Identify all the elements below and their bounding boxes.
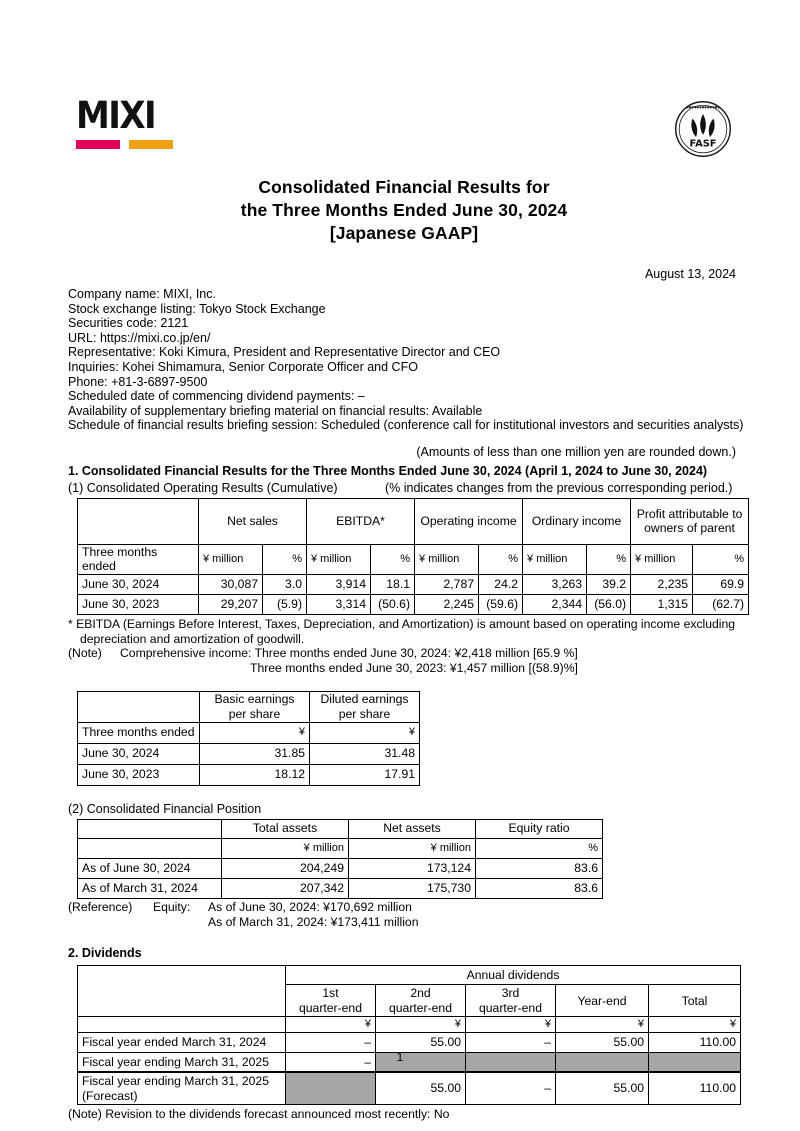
unit-net-sales-amount: ¥ million [199,544,263,574]
header-q1 [286,985,376,1017]
unit-profit-pct: % [693,544,749,574]
row-label [78,1072,286,1104]
unit-row [78,722,420,743]
header-operating-income: Operating income [415,498,523,544]
header-ordinary-income: Ordinary income [523,498,631,544]
title-line-1: Consolidated Financial Results for [258,177,550,197]
table-header-row-group [78,966,741,985]
header-basic-eps [200,691,310,722]
header-annual-dividends: Annual dividends [286,966,741,985]
representative: Representative: Koki Kimura, President and Representative Director and CEO [68,345,501,360]
cell-profit-pct: (62.7) [693,594,749,614]
publication-date: August 13, 2024 [644,267,736,281]
header-total-assets: Total assets [222,819,349,838]
unit-ordinary-pct: % [587,544,631,574]
cell-q2: 55.00 [376,1032,466,1052]
cell-ebitda: 3,314 [307,594,371,614]
row-label: As of June 30, 2024 [78,858,222,878]
note-label: (Note) [68,646,102,661]
cell-net-assets: 175,730 [349,878,476,898]
cell-total-assets: 204,249 [222,858,349,878]
row-label: June 30, 2023 [78,594,199,614]
rounding-note: (Amounts of less than one million yen are rounded down.) [416,444,736,459]
table-row [78,764,420,785]
cell-q1: – [286,1052,376,1072]
phone-number: Phone: +81-3-6897-9500 [68,374,208,389]
header-blank-cell [78,691,200,722]
reference-label: (Reference) [68,899,133,914]
subsection-1-1-line [68,481,740,496]
ebitda-footnote-line-1: * EBITDA (Earnings Before Interest, Taxes, Depreciation, and Amortization) is amount based on operating income excluding [68,616,736,631]
cell-q3: – [466,1032,556,1052]
cell-net-sales-pct: 3.0 [263,574,307,594]
row-label: June 30, 2024 [78,574,199,594]
cell-basic-eps: 31.85 [200,743,310,764]
cell-year-end: 55.00 [556,1072,649,1104]
unit-basic-yen: ¥ [200,722,310,743]
cell-ordinary-income: 3,263 [523,574,587,594]
header-q3-line-2: quarter-end [478,1000,542,1015]
unit-operating-pct: % [479,544,523,574]
header-diluted-eps-line-1: Diluted earnings [320,692,409,707]
mixi-wordmark: MIXI [76,94,156,137]
cell-q1: – [286,1032,376,1052]
cell-q1-shaded [286,1072,376,1104]
comprehensive-income-note-2 [68,661,740,676]
cell-operating-income: 2,245 [415,594,479,614]
cell-equity-ratio: 83.6 [476,878,603,898]
header-basic-eps-line-2: per share [228,706,281,721]
dividend-payment-date: Scheduled date of commencing dividend payments: – [68,389,365,404]
equity-label: Equity: [153,899,191,914]
unit-net-sales-pct: % [263,544,307,574]
company-url: URL: https://mixi.co.jp/en/ [68,330,211,345]
unit-row-blank [78,838,222,858]
cell-net-sales: 29,207 [199,594,263,614]
title-line-3: [Japanese GAAP] [329,223,479,243]
financial-position-table [77,819,603,899]
header-blank-cell [78,819,222,838]
equity-reference-line-2: As of March 31, 2024: ¥173,411 million [208,914,419,929]
table-row [78,594,749,614]
cell-total: 110.00 [649,1032,741,1052]
unit-profit-amount: ¥ million [631,544,693,574]
cell-ebitda-pct: 18.1 [371,574,415,594]
inquiries-contact: Inquiries: Kohei Shimamura, Senior Corporate Officer and CFO [68,359,418,374]
header-year-end: Year-end [556,985,649,1017]
cell-profit: 2,235 [631,574,693,594]
ebitda-footnote-line-2: depreciation and amortization of goodwill. [80,631,305,646]
cell-total-assets: 207,342 [222,878,349,898]
header-q3-line-1: 3rd [501,986,520,1001]
eps-table-wrap [77,691,740,786]
fasf-logo [674,100,732,158]
header-q2-line-1: 2nd [410,986,431,1001]
cell-ebitda: 3,914 [307,574,371,594]
cell-net-sales-pct: (5.9) [263,594,307,614]
header-q2-line-2: quarter-end [388,1000,452,1015]
table-header-row [78,498,749,544]
table-row [78,574,749,594]
unit-year-end-yen: ¥ [556,1017,649,1033]
header-logos [68,96,740,174]
row-label: As of March 31, 2024 [78,878,222,898]
header-net-assets: Net assets [349,819,476,838]
cell-total: 110.00 [649,1072,741,1104]
comprehensive-income-line-1: Comprehensive income: Three months ended June 30, 2024: ¥2,418 million [65.9 %] [120,646,578,661]
comprehensive-income-note [68,646,740,661]
equity-reference-line-1: As of June 30, 2024: ¥170,692 million [208,899,412,914]
header-q1-line-1: 1st [322,986,339,1001]
row-label-line-2: (Forecast) [82,1088,138,1103]
svg-text:●●●●●●●●●●●●●: ●●●●●●●●●●●●● [685,105,721,110]
unit-row [78,838,603,858]
cell-net-sales: 30,087 [199,574,263,594]
row-label: Fiscal year ending March 31, 2025 [78,1052,286,1072]
table-header-row [78,691,420,722]
header-blank-cell [78,498,199,544]
page-number: 1 [396,1050,404,1064]
briefing-session-schedule: Schedule of financial results briefing session: Scheduled (conference call for institutional investors and securities analysts) [68,418,744,433]
unit-net-assets: ¥ million [349,838,476,858]
operating-results-table [77,498,749,615]
svg-text:FASF: FASF [689,138,717,150]
table-row [78,1072,741,1104]
subsection-1-2-label: (2) Consolidated Financial Position [68,801,262,816]
eps-table [77,691,420,786]
row-label-line-1: Fiscal year ending March 31, 2025 [82,1074,269,1089]
cell-basic-eps: 18.12 [200,764,310,785]
unit-q1-yen: ¥ [286,1017,376,1033]
mixi-logo-bars [76,140,184,149]
header-blank-cell [78,966,286,1017]
fasf-seal-icon [674,100,732,158]
unit-ebitda-pct: % [371,544,415,574]
percent-change-note: (% indicates changes from the previous corresponding period.) [385,480,733,495]
header-diluted-eps [310,691,420,722]
mixi-bar-orange [129,140,173,149]
unit-equity-ratio: % [476,838,603,858]
cell-ordinary-income-pct: 39.2 [587,574,631,594]
document-title [68,176,740,245]
equity-reference-row [68,900,740,915]
cell-diluted-eps: 31.48 [310,743,420,764]
section-1-heading: 1. Consolidated Financial Results for the Three Months Ended June 30, 2024 (April 1, 2024 to June 30, 2024) [68,463,708,478]
row-label: June 30, 2023 [78,764,200,785]
header-q3 [466,985,556,1017]
header-profit-attributable: Profit attributable to owners of parent [631,498,749,544]
header-q1-line-2: quarter-end [298,1000,362,1015]
cell-ordinary-income: 2,344 [523,594,587,614]
comprehensive-income-line-2: Three months ended June 30, 2023: ¥1,457 million [(58.9)%] [250,660,578,675]
header-q2 [376,985,466,1017]
securities-code: Securities code: 2121 [68,316,189,331]
unit-q3-yen: ¥ [466,1017,556,1033]
cell-ebitda-pct: (50.6) [371,594,415,614]
unit-row-label: Three months ended [78,722,200,743]
cell-diluted-eps: 17.91 [310,764,420,785]
header-net-sales: Net sales [199,498,307,544]
header-diluted-eps-line-2: per share [338,706,391,721]
cell-q3: – [466,1072,556,1104]
operating-results-table-wrap [77,498,745,615]
unit-row-label: Three months ended [78,544,199,574]
briefing-material-availability: Availability of supplementary briefing material on financial results: Available [68,403,483,418]
cell-equity-ratio: 83.6 [476,858,603,878]
header-equity-ratio: Equity ratio [476,819,603,838]
title-line-2: the Three Months Ended June 30, 2024 [240,200,568,220]
unit-ebitda-amount: ¥ million [307,544,371,574]
company-info-block [68,287,744,433]
row-label: Fiscal year ended March 31, 2024 [78,1032,286,1052]
cell-ordinary-income-pct: (56.0) [587,594,631,614]
row-label: June 30, 2024 [78,743,200,764]
cell-operating-income-pct: (59.6) [479,594,523,614]
cell-operating-income-pct: 24.2 [479,574,523,594]
unit-row-blank [78,1017,286,1033]
unit-row [78,1017,741,1033]
page-content [68,0,745,1121]
cell-net-assets: 173,124 [349,858,476,878]
unit-diluted-yen: ¥ [310,722,420,743]
unit-q2-yen: ¥ [376,1017,466,1033]
table-row [78,878,603,898]
unit-ordinary-amount: ¥ million [523,544,587,574]
table-header-row [78,819,603,838]
cell-profit-pct: 69.9 [693,574,749,594]
stock-exchange-listing: Stock exchange listing: Tokyo Stock Exchange [68,301,326,316]
ebitda-footnote [68,617,740,646]
subsection-1-1-label: (1) Consolidated Operating Results (Cumulative) [68,480,338,495]
unit-row [78,544,749,574]
dividends-table-wrap [77,965,740,1105]
unit-total-yen: ¥ [649,1017,741,1033]
header-basic-eps-line-1: Basic earnings [214,692,295,707]
dividends-note: (Note) Revision to the dividends forecast announced most recently: No [68,1106,450,1121]
table-row [78,858,603,878]
cell-profit: 1,315 [631,594,693,614]
mixi-bar-magenta [76,140,120,149]
mixi-logo [76,96,196,149]
cell-year-end: 55.00 [556,1032,649,1052]
cell-q2: 55.00 [376,1072,466,1104]
table-row [78,743,420,764]
unit-total-assets: ¥ million [222,838,349,858]
financial-position-table-wrap [77,819,740,899]
header-total: Total [649,985,741,1017]
section-2-heading: 2. Dividends [68,946,142,961]
company-name: Company name: MIXI, Inc. [68,287,216,301]
header-ebitda: EBITDA* [307,498,415,544]
dividends-table [77,965,741,1105]
cell-operating-income: 2,787 [415,574,479,594]
unit-operating-amount: ¥ million [415,544,479,574]
